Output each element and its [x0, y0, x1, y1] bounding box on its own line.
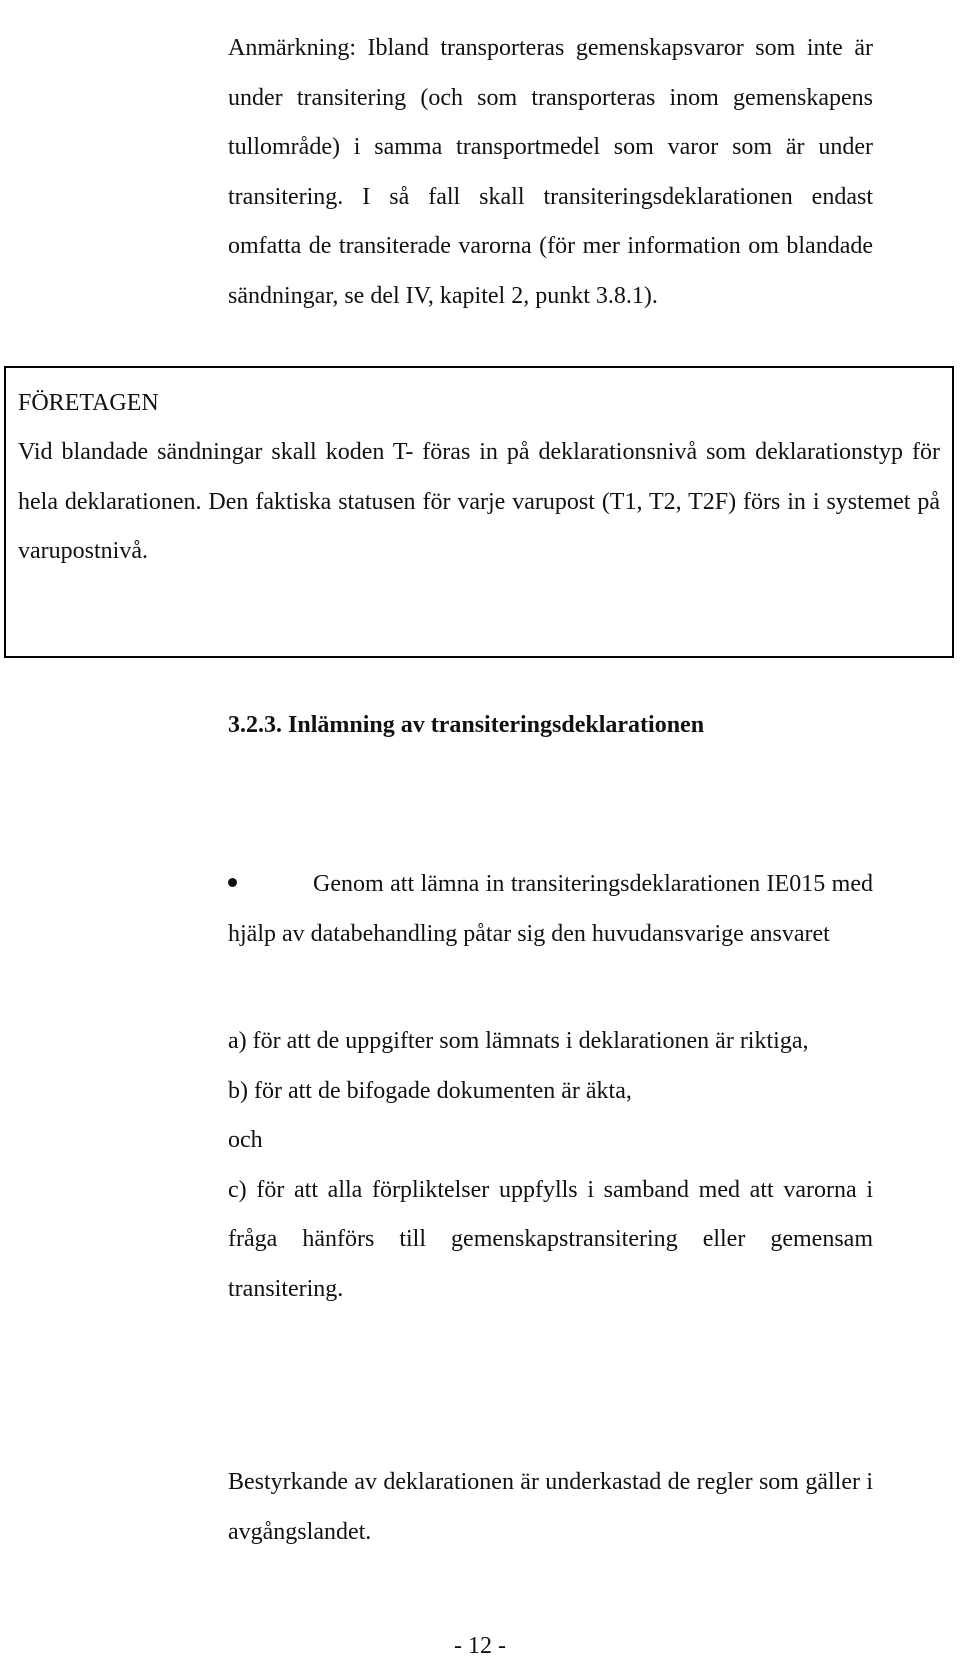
company-box-text: Vid blandade sändningar skall koden T- föras in på deklarationsnivå som deklarationstyp för hela deklarationen. Den faktiska statusen för varje varupost (T1, T2, T2F) förs in i systemet på varupostnivå. [18, 439, 940, 564]
list-conjunction: och [228, 1127, 263, 1153]
company-box-heading: FÖRETAGEN [18, 390, 159, 416]
bullet-text: Genom att lämna in transiteringsdeklarationen IE015 med hjälp av databehandling påtar sig den huvudansvarige ansvaret [228, 871, 873, 947]
note-paragraph: Anmärkning: Ibland transporteras gemenskapsvaror som inte är under transitering (och som transporteras inom gemenskapens tullområde) i samma transportmedel som varor som är under transitering. I så fall skall transiteringsdeklarationen endast omfatta de transiterade varorna (för mer information om blandade sändningar, se del IV, kapitel 2, punkt 3.8.1). [228, 35, 873, 309]
bullet-item [228, 860, 873, 959]
company-info-box [4, 366, 954, 658]
responsibility-list [228, 1017, 873, 1314]
bullet-dot-icon [228, 878, 237, 887]
list-item-c: c) för att alla förpliktelser uppfylls i samband med att varorna i fråga hänförs till gemenskapstransitering eller gemensam transitering. [228, 1176, 873, 1302]
section-heading: 3.2.3. Inlämning av transiteringsdeklarationen [228, 712, 705, 738]
closing-paragraph: Bestyrkande av deklarationen är underkastad de regler som gäller i avgångslandet. [228, 1469, 873, 1545]
list-item-a: a) för att de uppgifter som lämnats i deklarationen är riktiga, [228, 1028, 809, 1054]
list-item-b: b) för att de bifogade dokumenten är äkta, [228, 1077, 632, 1104]
page-number: - 12 - [454, 1633, 506, 1659]
